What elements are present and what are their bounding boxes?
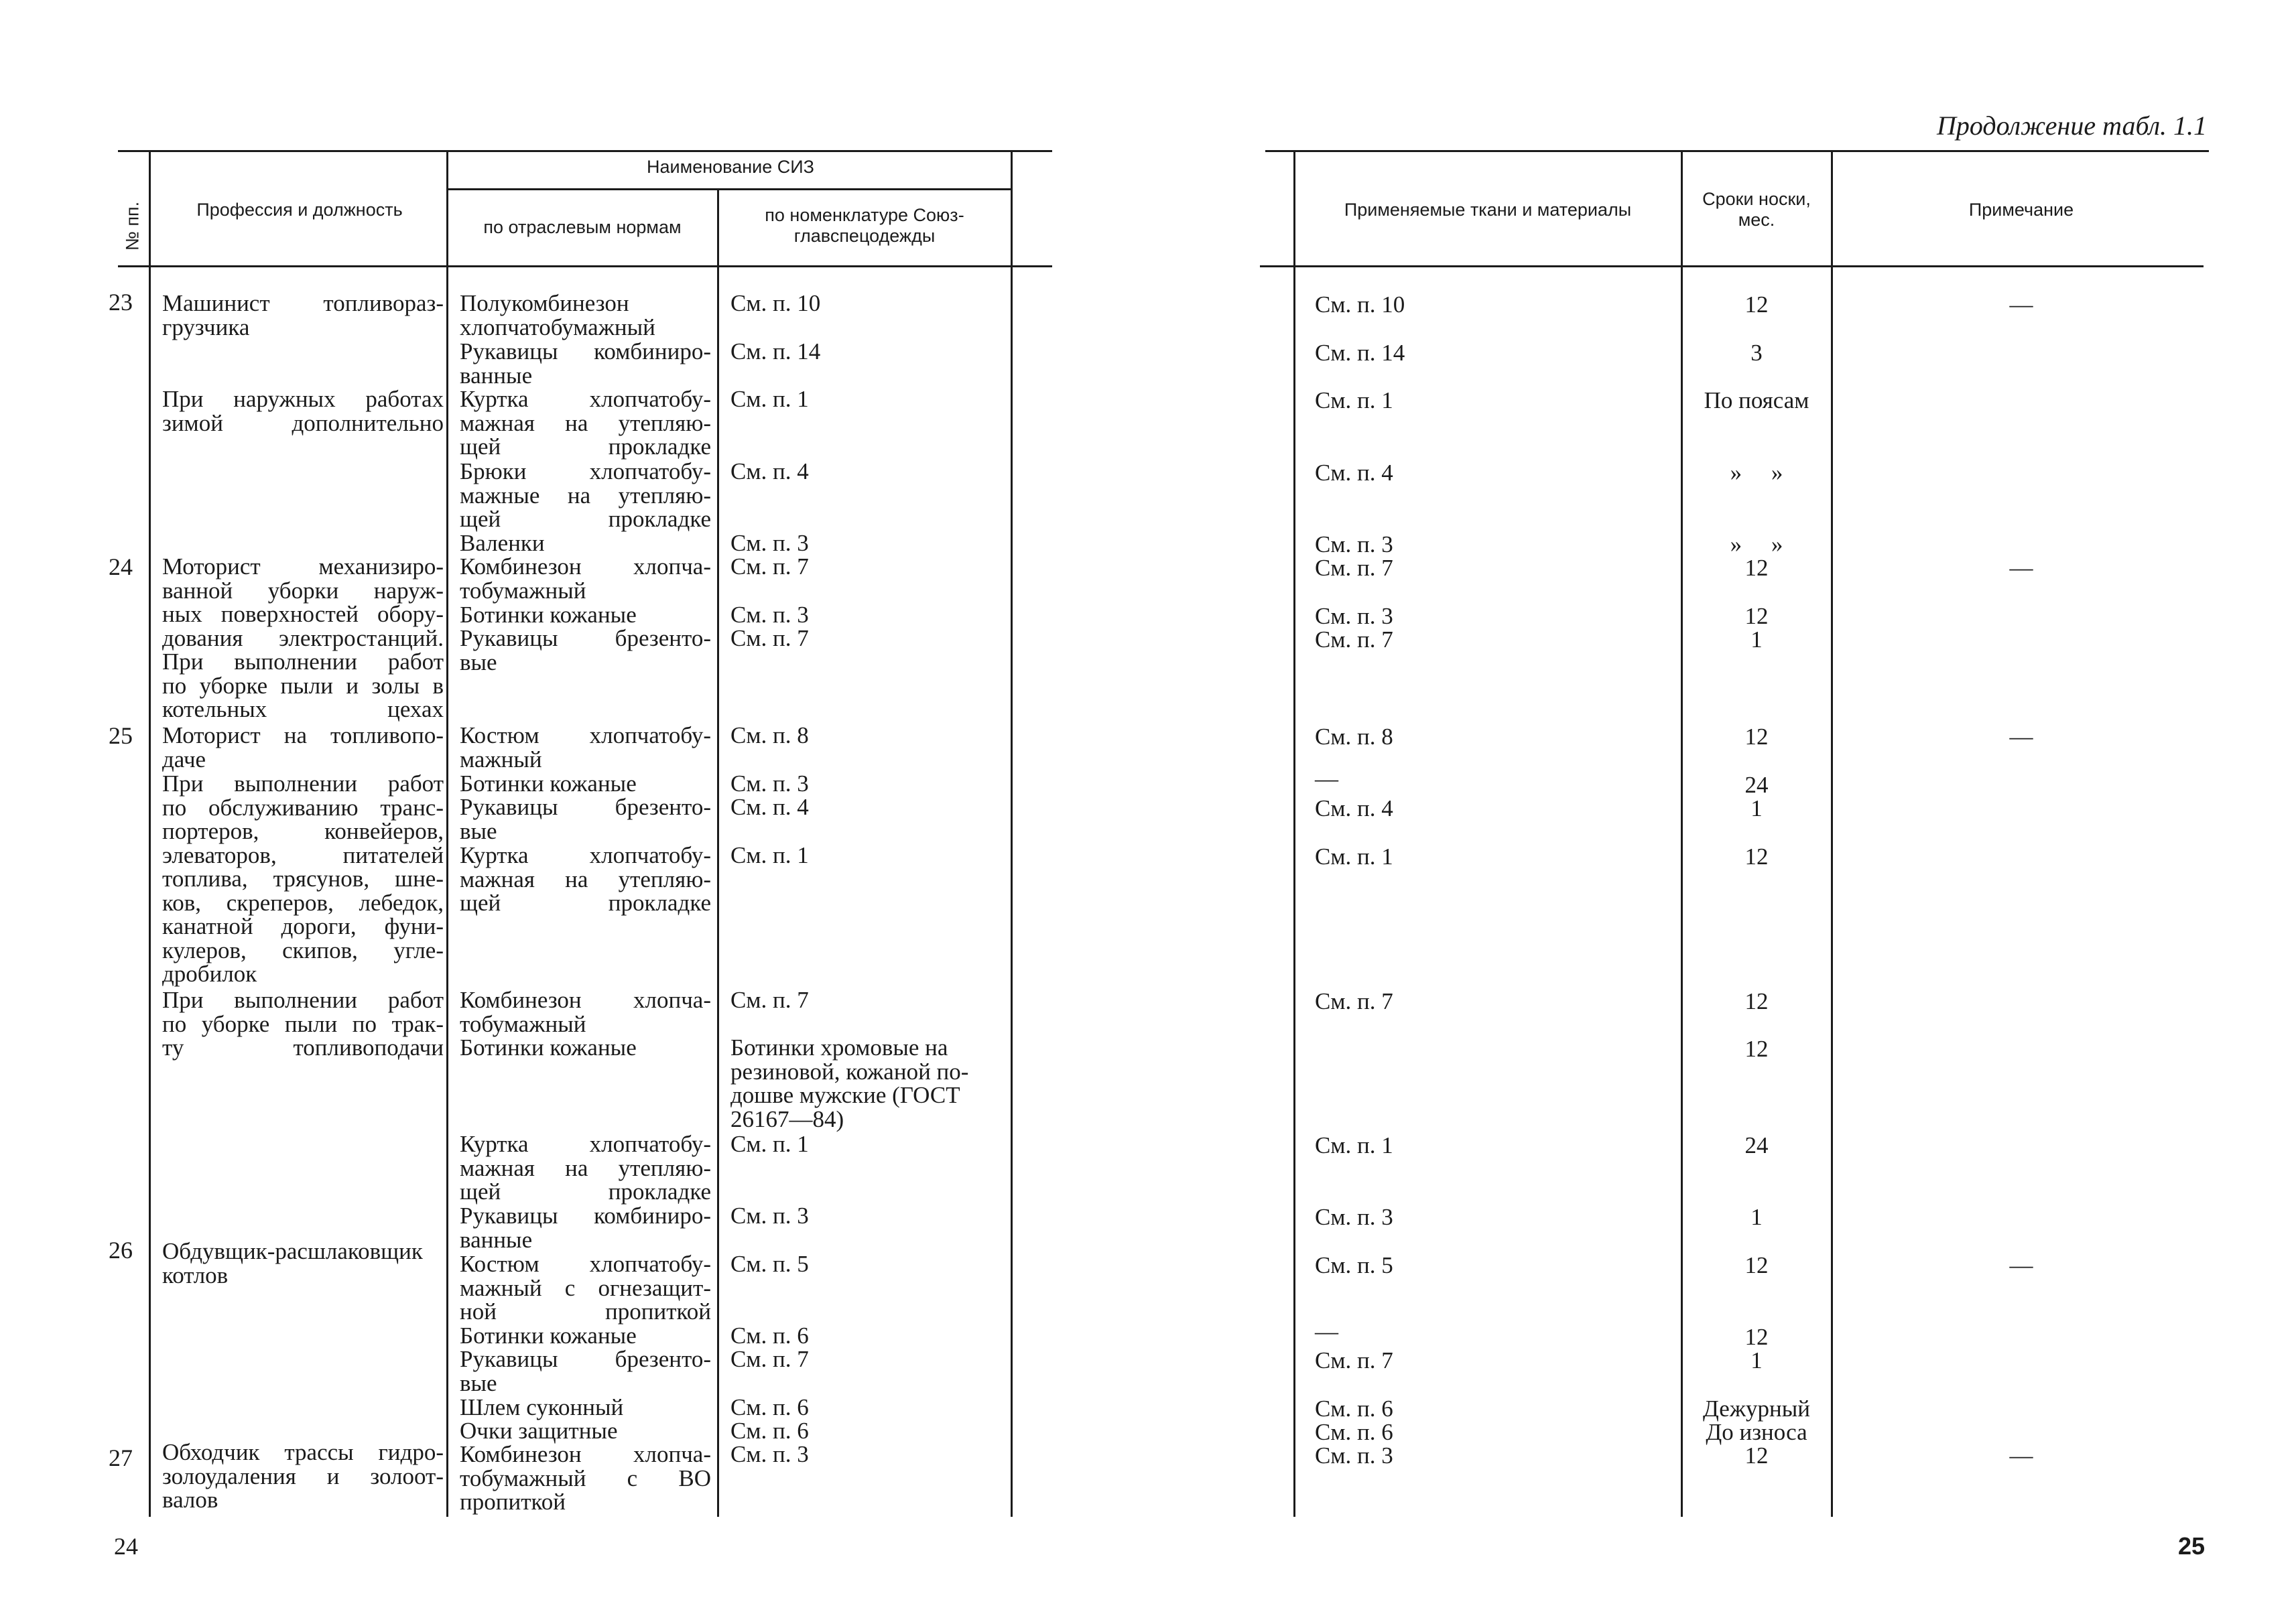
item-1: Полукомбинезон хлопчатобумажный bbox=[460, 290, 655, 340]
ref-1: См. п. 10 bbox=[730, 290, 821, 316]
ref-12: См. п. 1 bbox=[730, 842, 809, 868]
right-header-bottom-rule bbox=[1260, 265, 2204, 267]
term-5: » » bbox=[1730, 531, 1783, 557]
header-siz-group: Наименование СИЗ bbox=[647, 157, 814, 177]
term-7: 12 bbox=[1744, 603, 1769, 629]
header-nomenclature-col: по номенклатуре Союз- главспецодежды bbox=[765, 205, 964, 246]
item-15: Куртка хлопчатобу- мажная на утепляю- щей прокладке bbox=[460, 1131, 711, 1205]
profession-26: Обдувщик-расшлаковщик котлов bbox=[162, 1238, 423, 1288]
term-10: 24 bbox=[1744, 772, 1769, 798]
left-header-bottom-rule bbox=[118, 265, 1052, 267]
right-col-line-2 bbox=[1681, 150, 1683, 1517]
ref-19: См. п. 7 bbox=[730, 1346, 809, 1372]
item-8: Рукавицы брезенто- вые bbox=[460, 625, 711, 675]
profession-24: Моторист механизиро- ванной уборки наруж- ных поверхностей обору- дования электростанций. При выполнении работ по уборке пыли и золы в котельных цехах bbox=[162, 553, 444, 722]
item-17: Костюм хлопчатобу- мажный с огнезащит- ной пропиткой bbox=[460, 1251, 711, 1325]
profession-23: Машинист топливораз- грузчика bbox=[162, 290, 444, 340]
header-note-col: Примечание bbox=[1968, 200, 2074, 220]
term-12: 12 bbox=[1744, 843, 1769, 870]
material-2: См. п. 14 bbox=[1315, 340, 1405, 366]
item-4: Брюки хлопчатобу- мажные на утепляю- щей прокладке bbox=[460, 458, 711, 532]
header-term-col: Сроки носки, мес. bbox=[1702, 189, 1811, 230]
item-14: Ботинки кожаные bbox=[460, 1034, 637, 1061]
material-10: — bbox=[1315, 766, 1338, 792]
ref-8: См. п. 7 bbox=[730, 625, 809, 651]
ref-15: См. п. 1 bbox=[730, 1131, 809, 1157]
term-2: 3 bbox=[1750, 340, 1763, 366]
material-9: См. п. 8 bbox=[1315, 724, 1393, 750]
table-caption: Продолжение табл. 1.1 bbox=[1937, 111, 2208, 141]
term-3: По поясам bbox=[1704, 387, 1809, 413]
term-9: 12 bbox=[1744, 724, 1769, 750]
item-22: Комбинезон хлопча- тобумажный с ВО пропиткой bbox=[460, 1441, 711, 1515]
material-1: См. п. 10 bbox=[1315, 291, 1405, 318]
term-8: 1 bbox=[1750, 626, 1763, 653]
right-page-number: 25 bbox=[2178, 1532, 2206, 1560]
term-19: 1 bbox=[1750, 1347, 1763, 1373]
left-col-line-2 bbox=[446, 150, 448, 1517]
profession-25: Моторист на топливопо- даче bbox=[162, 722, 444, 772]
note-27: — bbox=[2009, 1442, 2033, 1469]
note-25: — bbox=[2009, 724, 2033, 750]
row-number-26: 26 bbox=[109, 1237, 133, 1264]
term-1: 12 bbox=[1744, 291, 1769, 318]
term-15: 24 bbox=[1744, 1132, 1769, 1158]
material-11: См. п. 4 bbox=[1315, 795, 1393, 821]
material-7: См. п. 3 bbox=[1315, 603, 1393, 629]
ref-4: См. п. 4 bbox=[730, 458, 809, 484]
note-26: — bbox=[2009, 1252, 2033, 1278]
material-8: См. п. 7 bbox=[1315, 626, 1393, 653]
term-20: Дежурный bbox=[1703, 1396, 1810, 1422]
ref-11: См. п. 4 bbox=[730, 794, 809, 820]
term-17: 12 bbox=[1744, 1252, 1769, 1278]
term-6: 12 bbox=[1744, 555, 1769, 581]
ref-10: См. п. 3 bbox=[730, 770, 809, 797]
header-no-col: № пп. bbox=[122, 201, 143, 251]
item-16: Рукавицы комбиниро- ванные bbox=[460, 1203, 711, 1253]
note-24: — bbox=[2009, 555, 2033, 581]
term-14: 12 bbox=[1744, 1036, 1769, 1062]
ref-16: См. п. 3 bbox=[730, 1203, 809, 1229]
material-19: См. п. 6 bbox=[1315, 1396, 1393, 1422]
material-20: См. п. 6 bbox=[1315, 1419, 1393, 1445]
material-15: См. п. 3 bbox=[1315, 1204, 1393, 1230]
item-5: Валенки bbox=[460, 530, 545, 556]
material-13: См. п. 7 bbox=[1315, 988, 1393, 1014]
material-6: См. п. 7 bbox=[1315, 555, 1393, 581]
ref-17: См. п. 5 bbox=[730, 1251, 809, 1277]
ref-18: См. п. 6 bbox=[730, 1323, 809, 1349]
material-17: — bbox=[1315, 1319, 1338, 1345]
ref-13: См. п. 7 bbox=[730, 987, 809, 1013]
material-21: См. п. 3 bbox=[1315, 1442, 1393, 1469]
right-col-line-1 bbox=[1293, 150, 1295, 1517]
ref-7: См. п. 3 bbox=[730, 602, 809, 628]
term-22: 12 bbox=[1744, 1442, 1769, 1469]
ref-3: См. п. 1 bbox=[730, 386, 809, 412]
ref-6: См. п. 7 bbox=[730, 553, 809, 580]
item-13: Комбинезон хлопча- тобумажный bbox=[460, 987, 711, 1037]
profession-25-dust: При выполнении работ по уборке пыли по трак- ту топливоподачи bbox=[162, 987, 444, 1061]
ref-5: См. п. 3 bbox=[730, 530, 809, 556]
material-4: См. п. 4 bbox=[1315, 460, 1393, 486]
term-16: 1 bbox=[1750, 1204, 1763, 1230]
left-col-line-1 bbox=[149, 150, 151, 1517]
profession-27: Обходчик трассы гидро- золоудаления и золоот- валов bbox=[162, 1439, 444, 1513]
item-3: Куртка хлопчатобу- мажная на утепляю- щей прокладке bbox=[460, 386, 711, 460]
left-col-line-3 bbox=[717, 188, 719, 1517]
item-9: Костюм хлопчатобу- мажный bbox=[460, 722, 711, 772]
item-10: Ботинки кожаные bbox=[460, 770, 637, 797]
header-materials-col: Применяемые ткани и материалы bbox=[1344, 200, 1632, 220]
ref-2: См. п. 14 bbox=[730, 338, 821, 364]
row-number-27: 27 bbox=[109, 1444, 133, 1471]
ref-9: См. п. 8 bbox=[730, 722, 809, 748]
item-20: Шлем суконный bbox=[460, 1394, 624, 1420]
ref-20: См. п. 6 bbox=[730, 1394, 809, 1420]
left-page-number: 24 bbox=[114, 1533, 138, 1560]
row-number-25: 25 bbox=[109, 722, 133, 749]
left-header-mid-rule bbox=[448, 188, 1012, 190]
material-16: См. п. 5 bbox=[1315, 1252, 1393, 1278]
profession-25-transport: При выполнении работ по обслуживанию транс- портеров, конвейеров, элеваторов, питателей топлива, трясунов, шне- ков, скреперов, лебедок, канатной дороги, фуни- кулеров, скипов, угле- дробилок bbox=[162, 770, 444, 987]
material-14: См. п. 1 bbox=[1315, 1132, 1393, 1158]
right-col-line-3 bbox=[1831, 150, 1833, 1517]
material-18: См. п. 7 bbox=[1315, 1347, 1393, 1373]
term-18: 12 bbox=[1744, 1324, 1769, 1350]
item-6: Комбинезон хлопча- тобумажный bbox=[460, 553, 711, 604]
ref-14: Ботинки хромовые на резиновой, кожаной по- дошве мужские (ГОСТ 26167—84) bbox=[730, 1034, 969, 1132]
term-21: До износа bbox=[1706, 1419, 1807, 1445]
row-number-24: 24 bbox=[109, 553, 133, 580]
note-23: — bbox=[2009, 291, 2033, 318]
material-12: См. п. 1 bbox=[1315, 843, 1393, 870]
item-18: Ботинки кожаные bbox=[460, 1323, 637, 1349]
right-header-top-rule bbox=[1265, 150, 2209, 152]
item-19: Рукавицы брезенто- вые bbox=[460, 1346, 711, 1396]
profession-23-winter: При наружных работах зимой дополнительно bbox=[162, 386, 444, 436]
term-4: » » bbox=[1730, 460, 1783, 486]
item-7: Ботинки кожаные bbox=[460, 602, 637, 628]
term-13: 12 bbox=[1744, 988, 1769, 1014]
ref-22: См. п. 3 bbox=[730, 1441, 809, 1467]
header-profession-col: Профессия и должность bbox=[196, 200, 403, 220]
term-11: 1 bbox=[1750, 795, 1763, 821]
row-number-23: 23 bbox=[109, 289, 133, 316]
item-12: Куртка хлопчатобу- мажная на утепляю- щей прокладке bbox=[460, 842, 711, 916]
item-11: Рукавицы брезенто- вые bbox=[460, 794, 711, 844]
left-header-top-rule bbox=[118, 150, 1052, 152]
item-2: Рукавицы комбиниро- ванные bbox=[460, 338, 711, 389]
material-5: См. п. 3 bbox=[1315, 531, 1393, 557]
ref-21: См. п. 6 bbox=[730, 1418, 809, 1444]
header-industry-col: по отраслевым нормам bbox=[483, 217, 682, 237]
item-21: Очки защитные bbox=[460, 1418, 618, 1444]
left-col-line-4 bbox=[1011, 150, 1013, 1517]
material-3: См. п. 1 bbox=[1315, 387, 1393, 413]
